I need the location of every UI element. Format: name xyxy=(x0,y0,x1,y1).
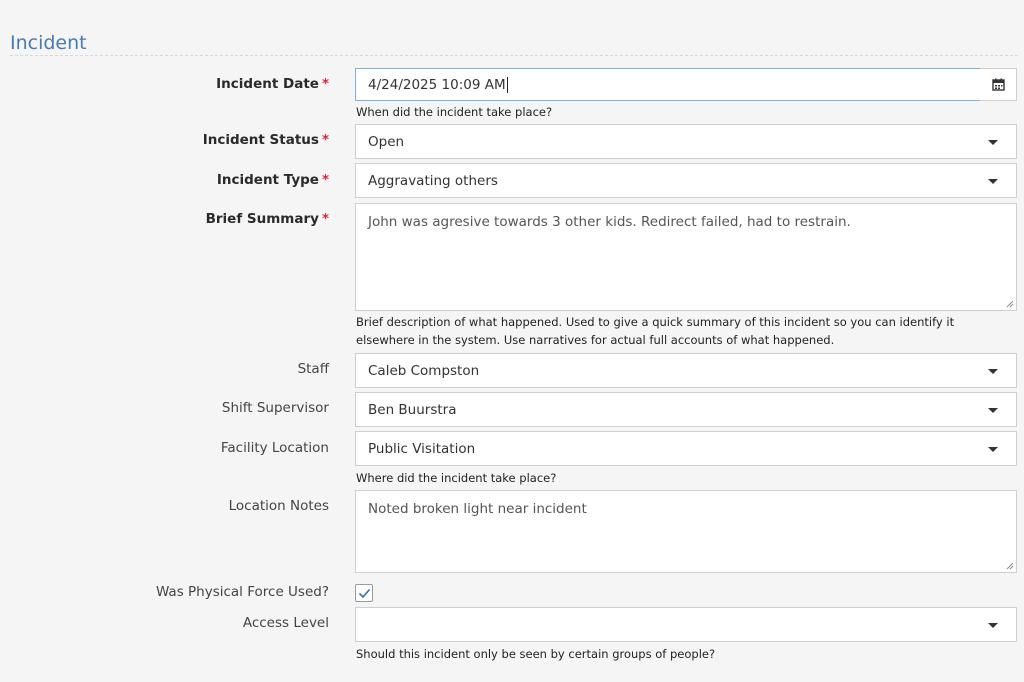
check-icon xyxy=(358,588,371,599)
incident-type-value: Aggravating others xyxy=(368,172,498,189)
shift-supervisor-select[interactable] xyxy=(355,392,1017,427)
chevron-down-icon xyxy=(988,369,998,374)
incident-date-value: 4/24/2025 10:09 AM xyxy=(368,76,506,93)
shift-supervisor-value: Ben Buurstra xyxy=(368,401,457,418)
chevron-down-icon xyxy=(988,179,998,184)
chevron-down-icon xyxy=(988,140,998,145)
incident-status-label xyxy=(203,132,329,148)
chevron-down-icon xyxy=(988,447,998,452)
incident-status-value: Open xyxy=(368,133,405,150)
brief-summary-label-text: Brief Summary xyxy=(205,211,319,227)
staff-label: Staff xyxy=(297,361,329,377)
staff-value: Caleb Compston xyxy=(368,362,480,379)
section-title: Incident xyxy=(10,32,87,54)
brief-summary-help: Brief description of what happened. Used to give a quick summary of this incident so you can identify it elsewhere in the system. Use narratives for actual full accounts of what happened. xyxy=(356,315,955,347)
facility-location-help: Where did the incident take place? xyxy=(356,471,557,485)
text-cursor xyxy=(507,77,508,93)
incident-date-input[interactable] xyxy=(355,68,981,101)
brief-summary-value: John was agresive towards 3 other kids. Redirect failed, had to restrain. xyxy=(368,214,851,230)
access-level-help: Should this incident only be seen by certain groups of people? xyxy=(356,647,716,661)
resize-grip-icon[interactable] xyxy=(1006,300,1014,308)
access-level-label: Access Level xyxy=(242,615,329,631)
required-asterisk: * xyxy=(321,172,329,188)
chevron-down-icon xyxy=(988,408,998,413)
access-level-select[interactable] xyxy=(355,607,1017,642)
incident-type-select[interactable] xyxy=(355,163,1017,198)
location-notes-textarea[interactable] xyxy=(355,490,1017,573)
shift-supervisor-label: Shift Supervisor xyxy=(221,400,329,416)
physical-force-label: Was Physical Force Used? xyxy=(155,584,329,600)
staff-select[interactable] xyxy=(355,353,1017,388)
chevron-down-icon xyxy=(988,623,998,628)
brief-summary-textarea[interactable] xyxy=(355,203,1017,311)
incident-date-help: When did the incident take place? xyxy=(356,105,553,119)
incident-status-select[interactable] xyxy=(355,124,1017,159)
calendar-icon xyxy=(992,78,1005,91)
brief-summary-label xyxy=(206,211,329,227)
required-asterisk: * xyxy=(321,211,329,227)
resize-grip-icon[interactable] xyxy=(1006,562,1014,570)
facility-location-value: Public Visitation xyxy=(368,440,476,457)
physical-force-checkbox[interactable] xyxy=(355,584,373,602)
calendar-button[interactable] xyxy=(980,68,1017,101)
required-asterisk: * xyxy=(321,76,329,92)
required-asterisk: * xyxy=(321,132,329,148)
facility-location-select[interactable] xyxy=(355,431,1017,466)
incident-date-label xyxy=(216,76,329,92)
section-divider xyxy=(10,55,1018,56)
incident-status-label-text: Incident Status xyxy=(202,132,319,148)
incident-type-label-text: Incident Type xyxy=(216,172,319,188)
incident-date-label-text: Incident Date xyxy=(216,76,319,92)
facility-location-label: Facility Location xyxy=(220,440,329,456)
location-notes-label: Location Notes xyxy=(228,498,329,514)
incident-type-label xyxy=(217,172,329,188)
location-notes-value: Noted broken light near incident xyxy=(368,501,587,517)
